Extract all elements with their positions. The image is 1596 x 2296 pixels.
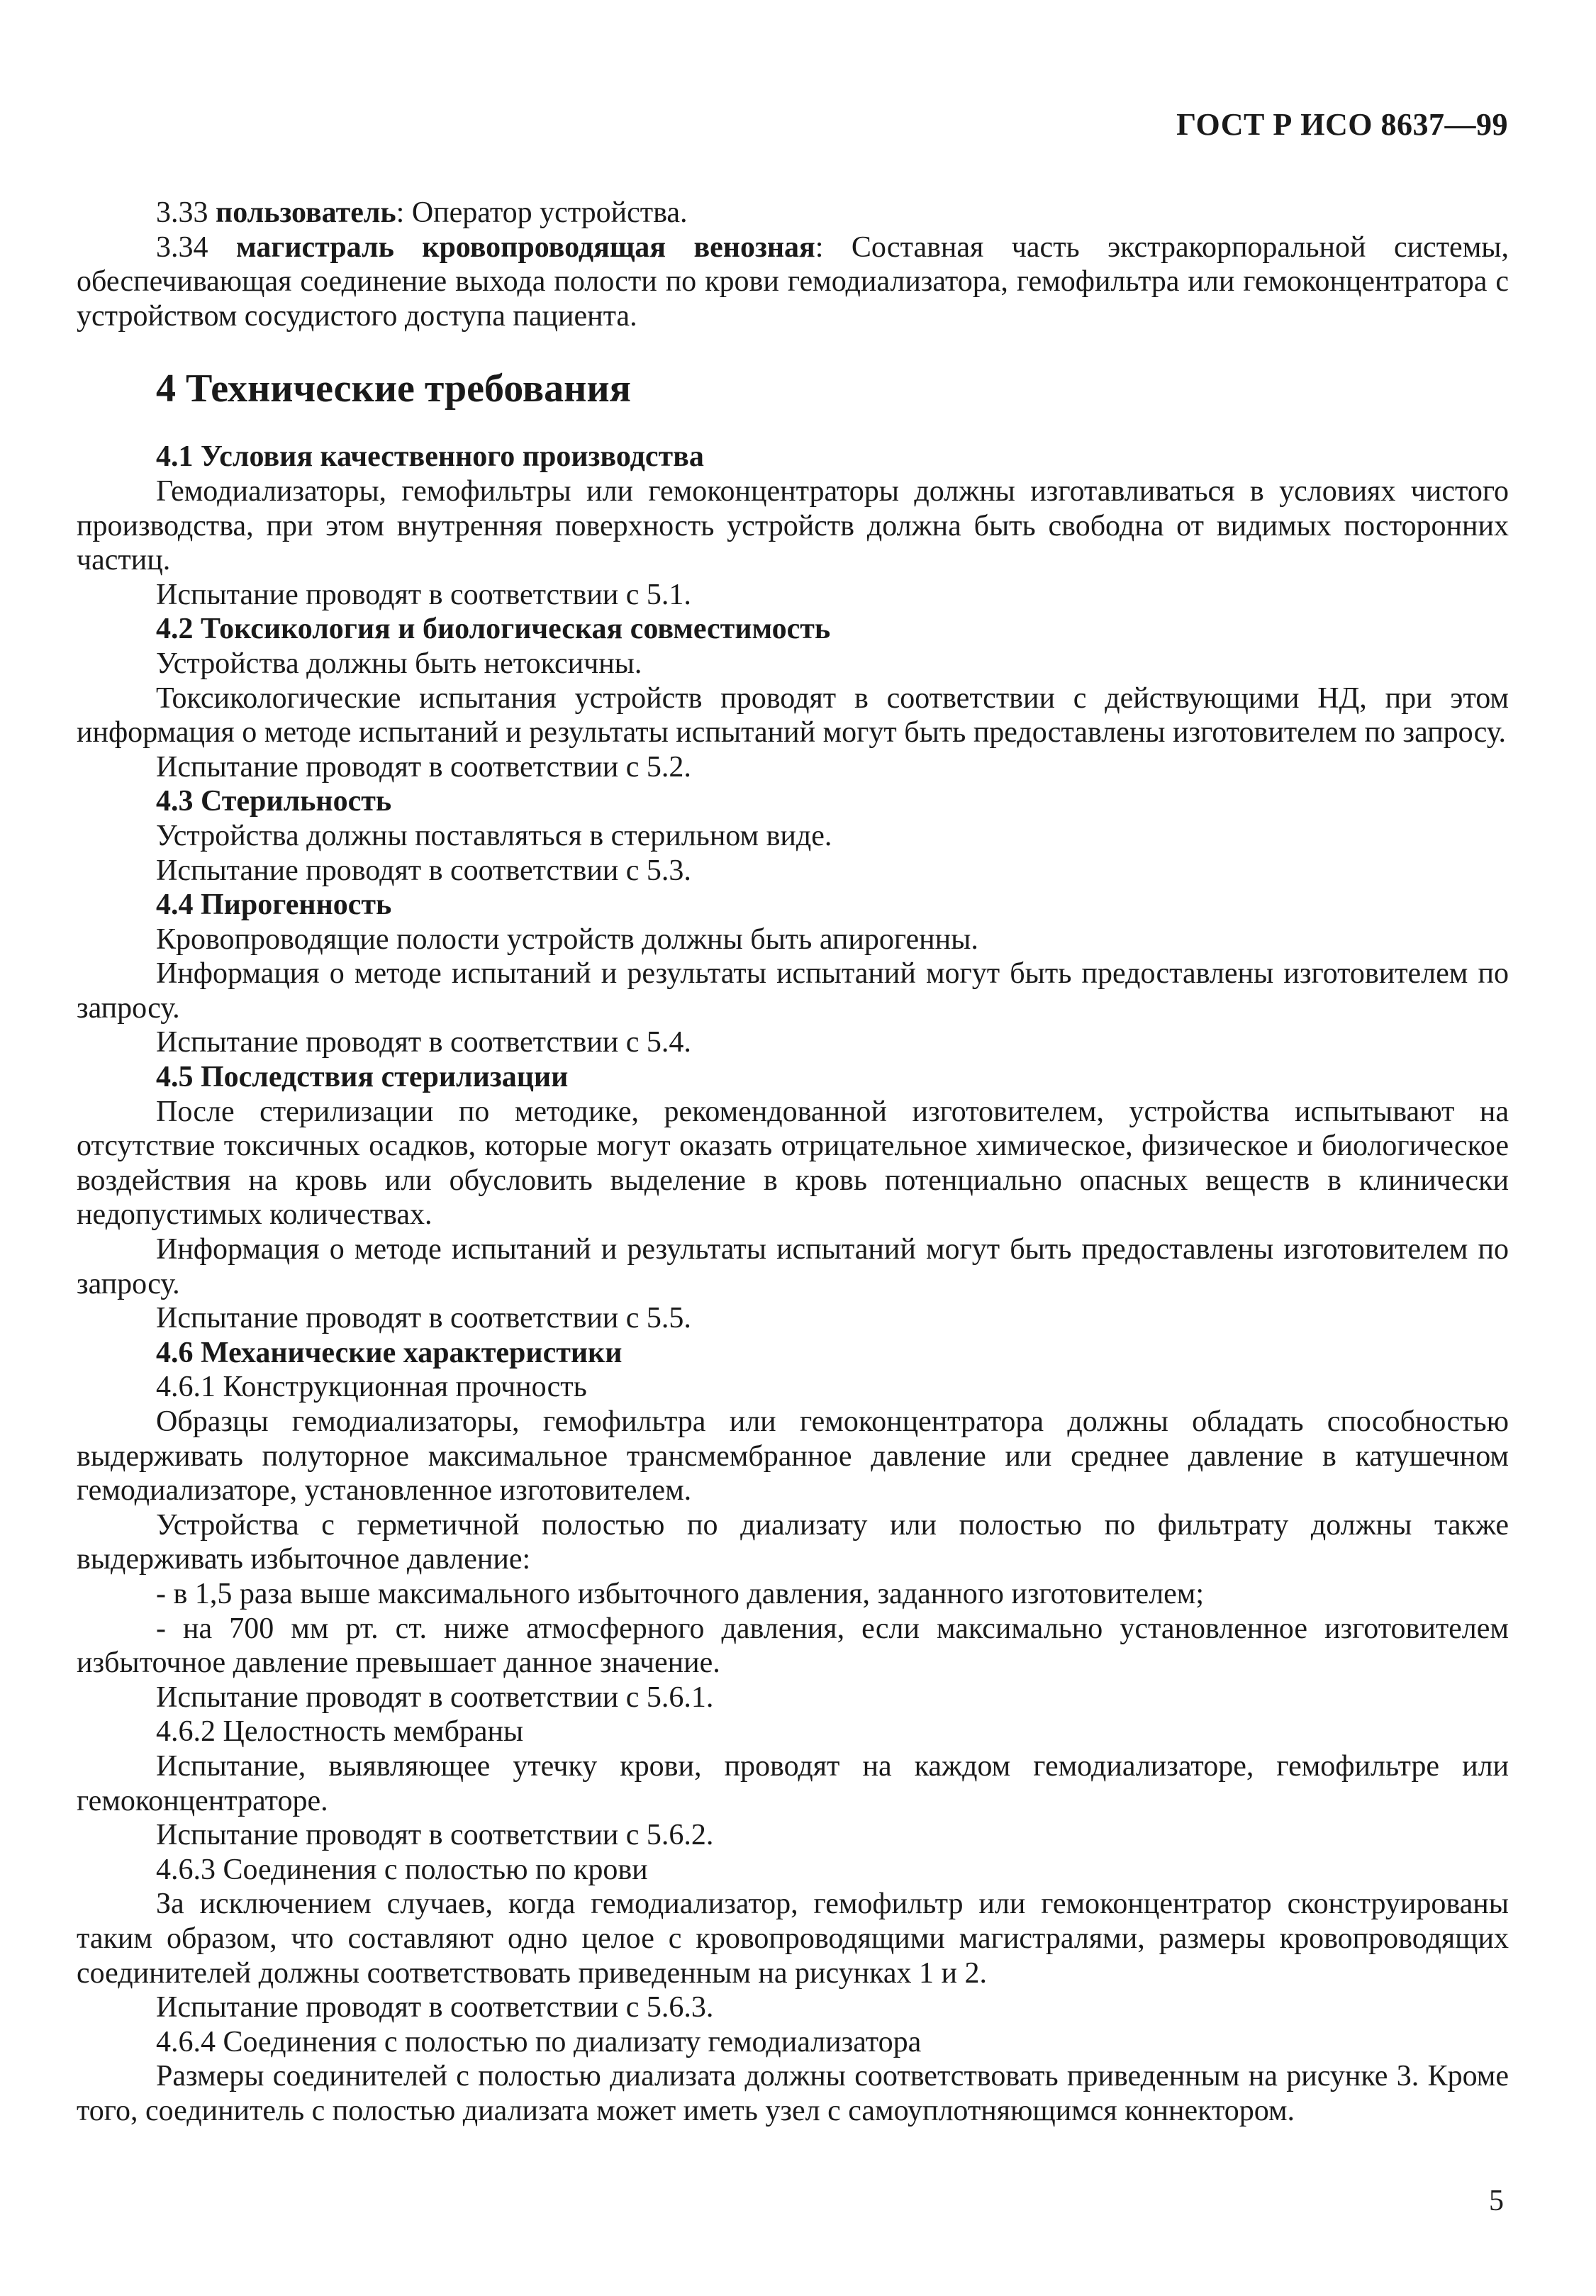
clause-title-4-6-2: 4.6.2 Целостность мембраны — [156, 1715, 524, 1749]
paragraph: Испытание проводят в соответствии с 5.1. — [156, 578, 691, 611]
clause-title-4-6-3: 4.6.3 Соединения с полостью по крови — [156, 1853, 648, 1886]
list-item: - в 1,5 раза выше максимального избыточного давления, заданного изготовителем; — [156, 1577, 1205, 1610]
subsection-heading-4-2: 4.2 Токсикология и биологическая совместимость — [156, 613, 831, 646]
clause-number: 3.34 — [156, 230, 236, 264]
definition-3-34 — [77, 230, 1509, 334]
paragraph: Испытание проводят в соответствии с 5.6.2. — [156, 1819, 714, 1852]
paragraph: Токсикологические испытания устройств проводят в соответствии с действующими НД, при этом информация о методе испытаний и результаты испытаний могут быть предоставлены изготовителем по запросу. — [77, 681, 1509, 749]
paragraph: Испытание проводят в соответствии с 5.4. — [156, 1026, 691, 1059]
paragraph: Устройства с герметичной полостью по диализату или полостью по фильтрату должны также выдерживать избыточное давление: — [77, 1508, 1509, 1576]
clause-number: 3.33 — [156, 196, 216, 229]
paragraph: Размеры соединителей с полостью диализата должны соответствовать приведенным на рисунке 3. Кроме того, соединитель с полостью диализата может иметь узел с самоуплотняющимся коннектором. — [77, 2060, 1509, 2127]
document-code-header: ГОСТ Р ИСО 8637—99 — [1176, 107, 1508, 142]
paragraph: Образцы гемодиализаторы, гемофильтра или гемоконцентратора должны обладать способностью выдерживать полуторное максимальное трансмембранное давление или среднее давление в катушечном гемодиализаторе, установленное изготовителем. — [77, 1405, 1509, 1508]
paragraph: За исключением случаев, когда гемодиализатор, гемофильтр или гемоконцентратор сконструированы таким образом, что составляют одно целое с кровопроводящими магистралями, размеры кровопроводящих соединителей должны соответствовать приведенным на рисунках 1 и 2. — [77, 1888, 1509, 1990]
paragraph: Информация о методе испытаний и результаты испытаний могут быть предоставлены изготовителем по запросу. — [77, 957, 1509, 1025]
term-bold: пользователь — [216, 196, 396, 229]
subsection-heading-4-4: 4.4 Пирогенность — [156, 888, 392, 922]
subsection-heading-4-6: 4.6 Механические характеристики — [156, 1336, 623, 1369]
list-item: - на 700 мм рт. ст. ниже атмосферного давления, если максимально установленное изготовителем избыточное давление превышает данное значение. — [77, 1612, 1509, 1680]
subsection-heading-4-3: 4.3 Стерильность — [156, 785, 392, 818]
definition-3-33 — [77, 196, 1509, 230]
paragraph: Устройства должны поставляться в стерильном виде. — [156, 819, 832, 852]
paragraph: Кровопроводящие полости устройств должны быть апирогенны. — [156, 923, 978, 956]
paragraph: Информация о методе испытаний и результаты испытаний могут быть предоставлены изготовителем по запросу. — [77, 1233, 1509, 1300]
definition-text: : Оператор устройства. — [396, 196, 688, 229]
page-number: 5 — [1489, 2185, 1504, 2217]
paragraph: Испытание проводят в соответствии с 5.6.3. — [156, 1991, 714, 2024]
subsection-heading-4-1: 4.1 Условия качественного производства — [156, 440, 704, 474]
paragraph: Испытание проводят в соответствии с 5.3. — [156, 854, 691, 887]
term-bold: магистраль кровопроводящая венозная — [235, 230, 815, 264]
paragraph: После стерилизации по методике, рекомендованной изготовителем, устройства испытывают на отсутствие токсичных осадков, которые могут оказать отрицательное химическое, физическое и биологическое воздействия на кровь или обусловить выделение в кровь потенциально опасных веществ в клинически недопустимых количествах. — [77, 1095, 1509, 1232]
paragraph: Испытание проводят в соответствии с 5.2. — [156, 750, 691, 784]
section-heading-4: 4 Технические требования — [156, 367, 631, 411]
paragraph: Испытание проводят в соответствии с 5.5. — [156, 1302, 691, 1335]
clause-title-4-6-4: 4.6.4 Соединения с полостью по диализату гемодиализатора — [156, 2025, 922, 2058]
clause-title-4-6-1: 4.6.1 Конструкционная прочность — [156, 1371, 587, 1404]
document-body — [77, 196, 1509, 2128]
paragraph: Испытание, выявляющее утечку крови, проводят на каждом гемодиализаторе, гемофильтре или гемоконцентраторе. — [77, 1749, 1509, 1817]
paragraph: Испытание проводят в соответствии с 5.6.1. — [156, 1681, 714, 1714]
paragraph: Гемодиализаторы, гемофильтры или гемоконцентраторы должны изготавливаться в условиях чистого производства, при этом внутренняя поверхность устройств должна быть свободна от видимых посторонних частиц. — [77, 474, 1509, 577]
paragraph: Устройства должны быть нетоксичны. — [156, 647, 642, 680]
subsection-heading-4-5: 4.5 Последствия стерилизации — [156, 1061, 569, 1094]
definition-text: : Составная часть экстракорпоральной системы, обеспечивающая соединение выхода полости по крови гемодиализатора, гемофильтра или гемоконцентратора с устройством сосудистого доступа пациента. — [77, 230, 1509, 333]
